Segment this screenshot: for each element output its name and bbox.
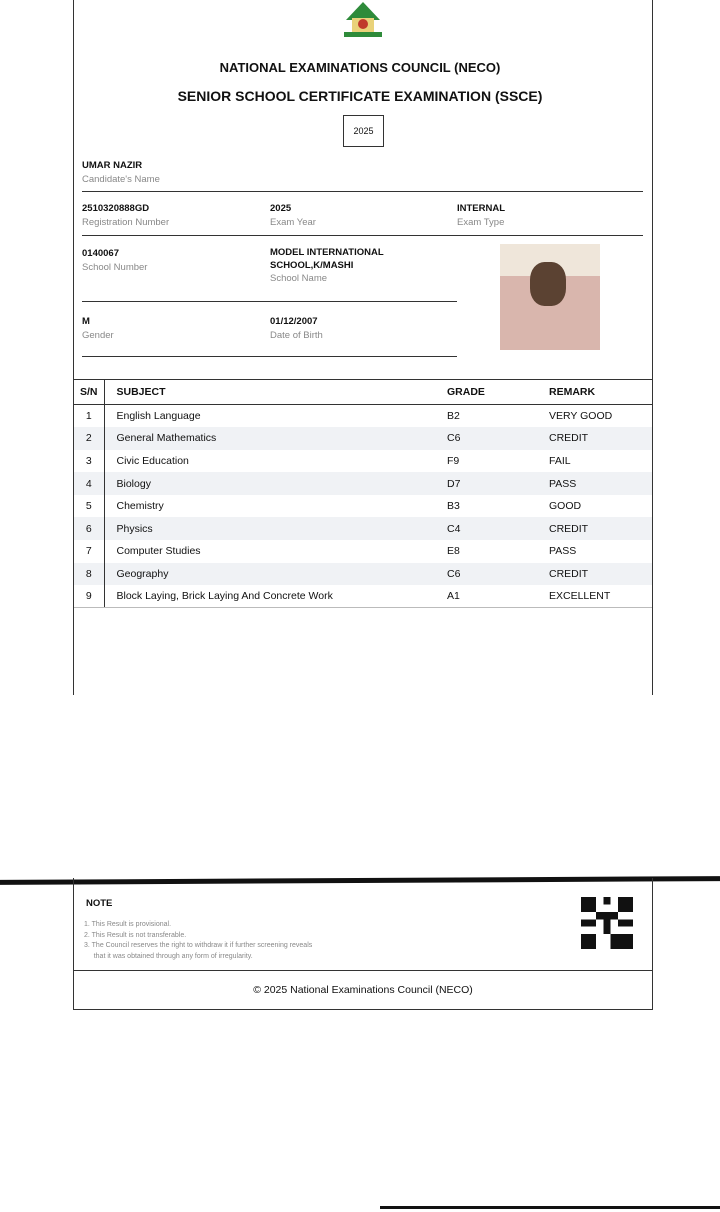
table-row — [74, 472, 652, 495]
value: 0140067 — [82, 248, 119, 259]
school-number-field — [82, 248, 147, 273]
value: 2510320888GD — [82, 203, 150, 214]
candidate-photo — [500, 244, 600, 350]
divider — [82, 301, 457, 302]
cell-remark: EXCELLENT — [549, 585, 652, 608]
gender-field — [82, 316, 114, 341]
exam-title: SENIOR SCHOOL CERTIFICATE EXAMINATION (SSCE) — [177, 88, 543, 104]
school-name-field — [270, 246, 384, 285]
table-row — [74, 563, 652, 586]
label: Date of Birth — [270, 330, 323, 341]
label: Exam Type — [457, 217, 505, 228]
table-row — [74, 405, 652, 428]
col-subject: SUBJECT — [104, 380, 447, 405]
note-item: 3. The Council reserves the right to withdraw it if further screening reveals — [84, 942, 313, 949]
divider — [82, 356, 457, 357]
year-box: 2025 — [343, 115, 384, 147]
label: Exam Year — [270, 217, 316, 228]
cell-sn: 4 — [74, 472, 104, 495]
note-box — [73, 878, 653, 1010]
cell-subject: English Language — [116, 410, 201, 423]
org-title: NATIONAL EXAMINATIONS COUNCIL (NECO) — [219, 60, 501, 75]
label: School Name — [270, 273, 328, 284]
cell-grade: F9 — [447, 454, 460, 467]
cell-grade: A1 — [447, 585, 549, 608]
candidate-name-field — [82, 160, 160, 185]
note-title: NOTE — [86, 898, 113, 909]
cell-grade: E8 — [447, 545, 460, 558]
label: Gender — [82, 330, 114, 341]
divider — [82, 235, 643, 236]
table-row — [74, 495, 652, 518]
cell-sn: 9 — [74, 585, 104, 608]
cell-remark: CREDIT — [549, 517, 652, 540]
value: MODEL INTERNATIONAL — [270, 247, 384, 258]
cell-subject: Physics — [104, 517, 447, 540]
value: 2025 — [270, 203, 292, 214]
cell-subject: Chemistry — [116, 500, 164, 513]
label: Registration Number — [82, 217, 170, 228]
value: M — [82, 316, 90, 327]
col-grade: GRADE — [447, 380, 549, 405]
table-row — [74, 450, 652, 473]
cell-sn: 3 — [74, 450, 104, 473]
cell-subject: Geography — [104, 563, 447, 586]
cell-remark: CREDIT — [549, 427, 652, 450]
cell-subject: General Mathematics — [104, 427, 447, 450]
cell-sn: 2 — [74, 427, 104, 450]
cell-sn: 7 — [74, 540, 104, 563]
value: INTERNAL — [457, 203, 506, 214]
value: 01/12/2007 — [270, 316, 318, 327]
exam-year-field — [270, 203, 316, 228]
scan-edge — [380, 1206, 720, 1209]
table-row — [74, 540, 652, 563]
cell-grade: C6 — [447, 563, 549, 586]
cell-remark: PASS — [549, 545, 577, 558]
cell-subject: Civic Education — [116, 454, 189, 467]
cell-remark: CREDIT — [549, 563, 652, 586]
table-header — [74, 380, 652, 405]
note-list — [84, 920, 312, 962]
neco-logo-icon — [340, 0, 386, 40]
table-row — [74, 585, 652, 608]
cell-sn: 5 — [74, 495, 104, 518]
divider — [74, 970, 652, 971]
cell-remark: FAIL — [549, 454, 571, 467]
cell-sn: 8 — [74, 563, 104, 586]
label: Candidate's Name — [82, 174, 160, 185]
table-row — [74, 517, 652, 540]
cell-sn: 6 — [74, 517, 104, 540]
cell-remark: GOOD — [549, 500, 582, 513]
value: SCHOOL,K/MASHI — [270, 260, 354, 271]
divider — [82, 191, 643, 192]
col-remark: REMARK — [549, 380, 652, 405]
cell-subject: Biology — [104, 472, 447, 495]
cell-remark: PASS — [549, 472, 652, 495]
copyright: © 2025 National Examinations Council (NECO) — [253, 984, 473, 996]
cell-grade: C4 — [447, 517, 549, 540]
dob-field — [270, 316, 323, 341]
results-table — [74, 379, 652, 608]
note-item: 2. This Result is not transferable. — [84, 931, 187, 939]
cell-grade: B2 — [447, 410, 460, 423]
reg-number-field — [82, 203, 169, 228]
cell-remark: VERY GOOD — [549, 410, 613, 423]
col-sn: S/N — [74, 380, 104, 405]
value: UMAR NAZIR — [82, 160, 143, 171]
qr-code-icon — [581, 896, 633, 950]
table-row — [74, 427, 652, 450]
cell-subject: Computer Studies — [116, 545, 201, 558]
cell-subject: Block Laying, Brick Laying And Concrete Work — [104, 585, 447, 608]
cell-grade: B3 — [447, 500, 460, 513]
cell-sn: 1 — [74, 405, 104, 428]
label: School Number — [82, 262, 148, 273]
note-item: that it was obtained through any form of irregularity. — [84, 952, 253, 960]
note-item: 1. This Result is provisional. — [84, 921, 172, 928]
cell-grade: C6 — [447, 427, 549, 450]
exam-type-field — [457, 203, 505, 228]
cell-grade: D7 — [447, 472, 549, 495]
